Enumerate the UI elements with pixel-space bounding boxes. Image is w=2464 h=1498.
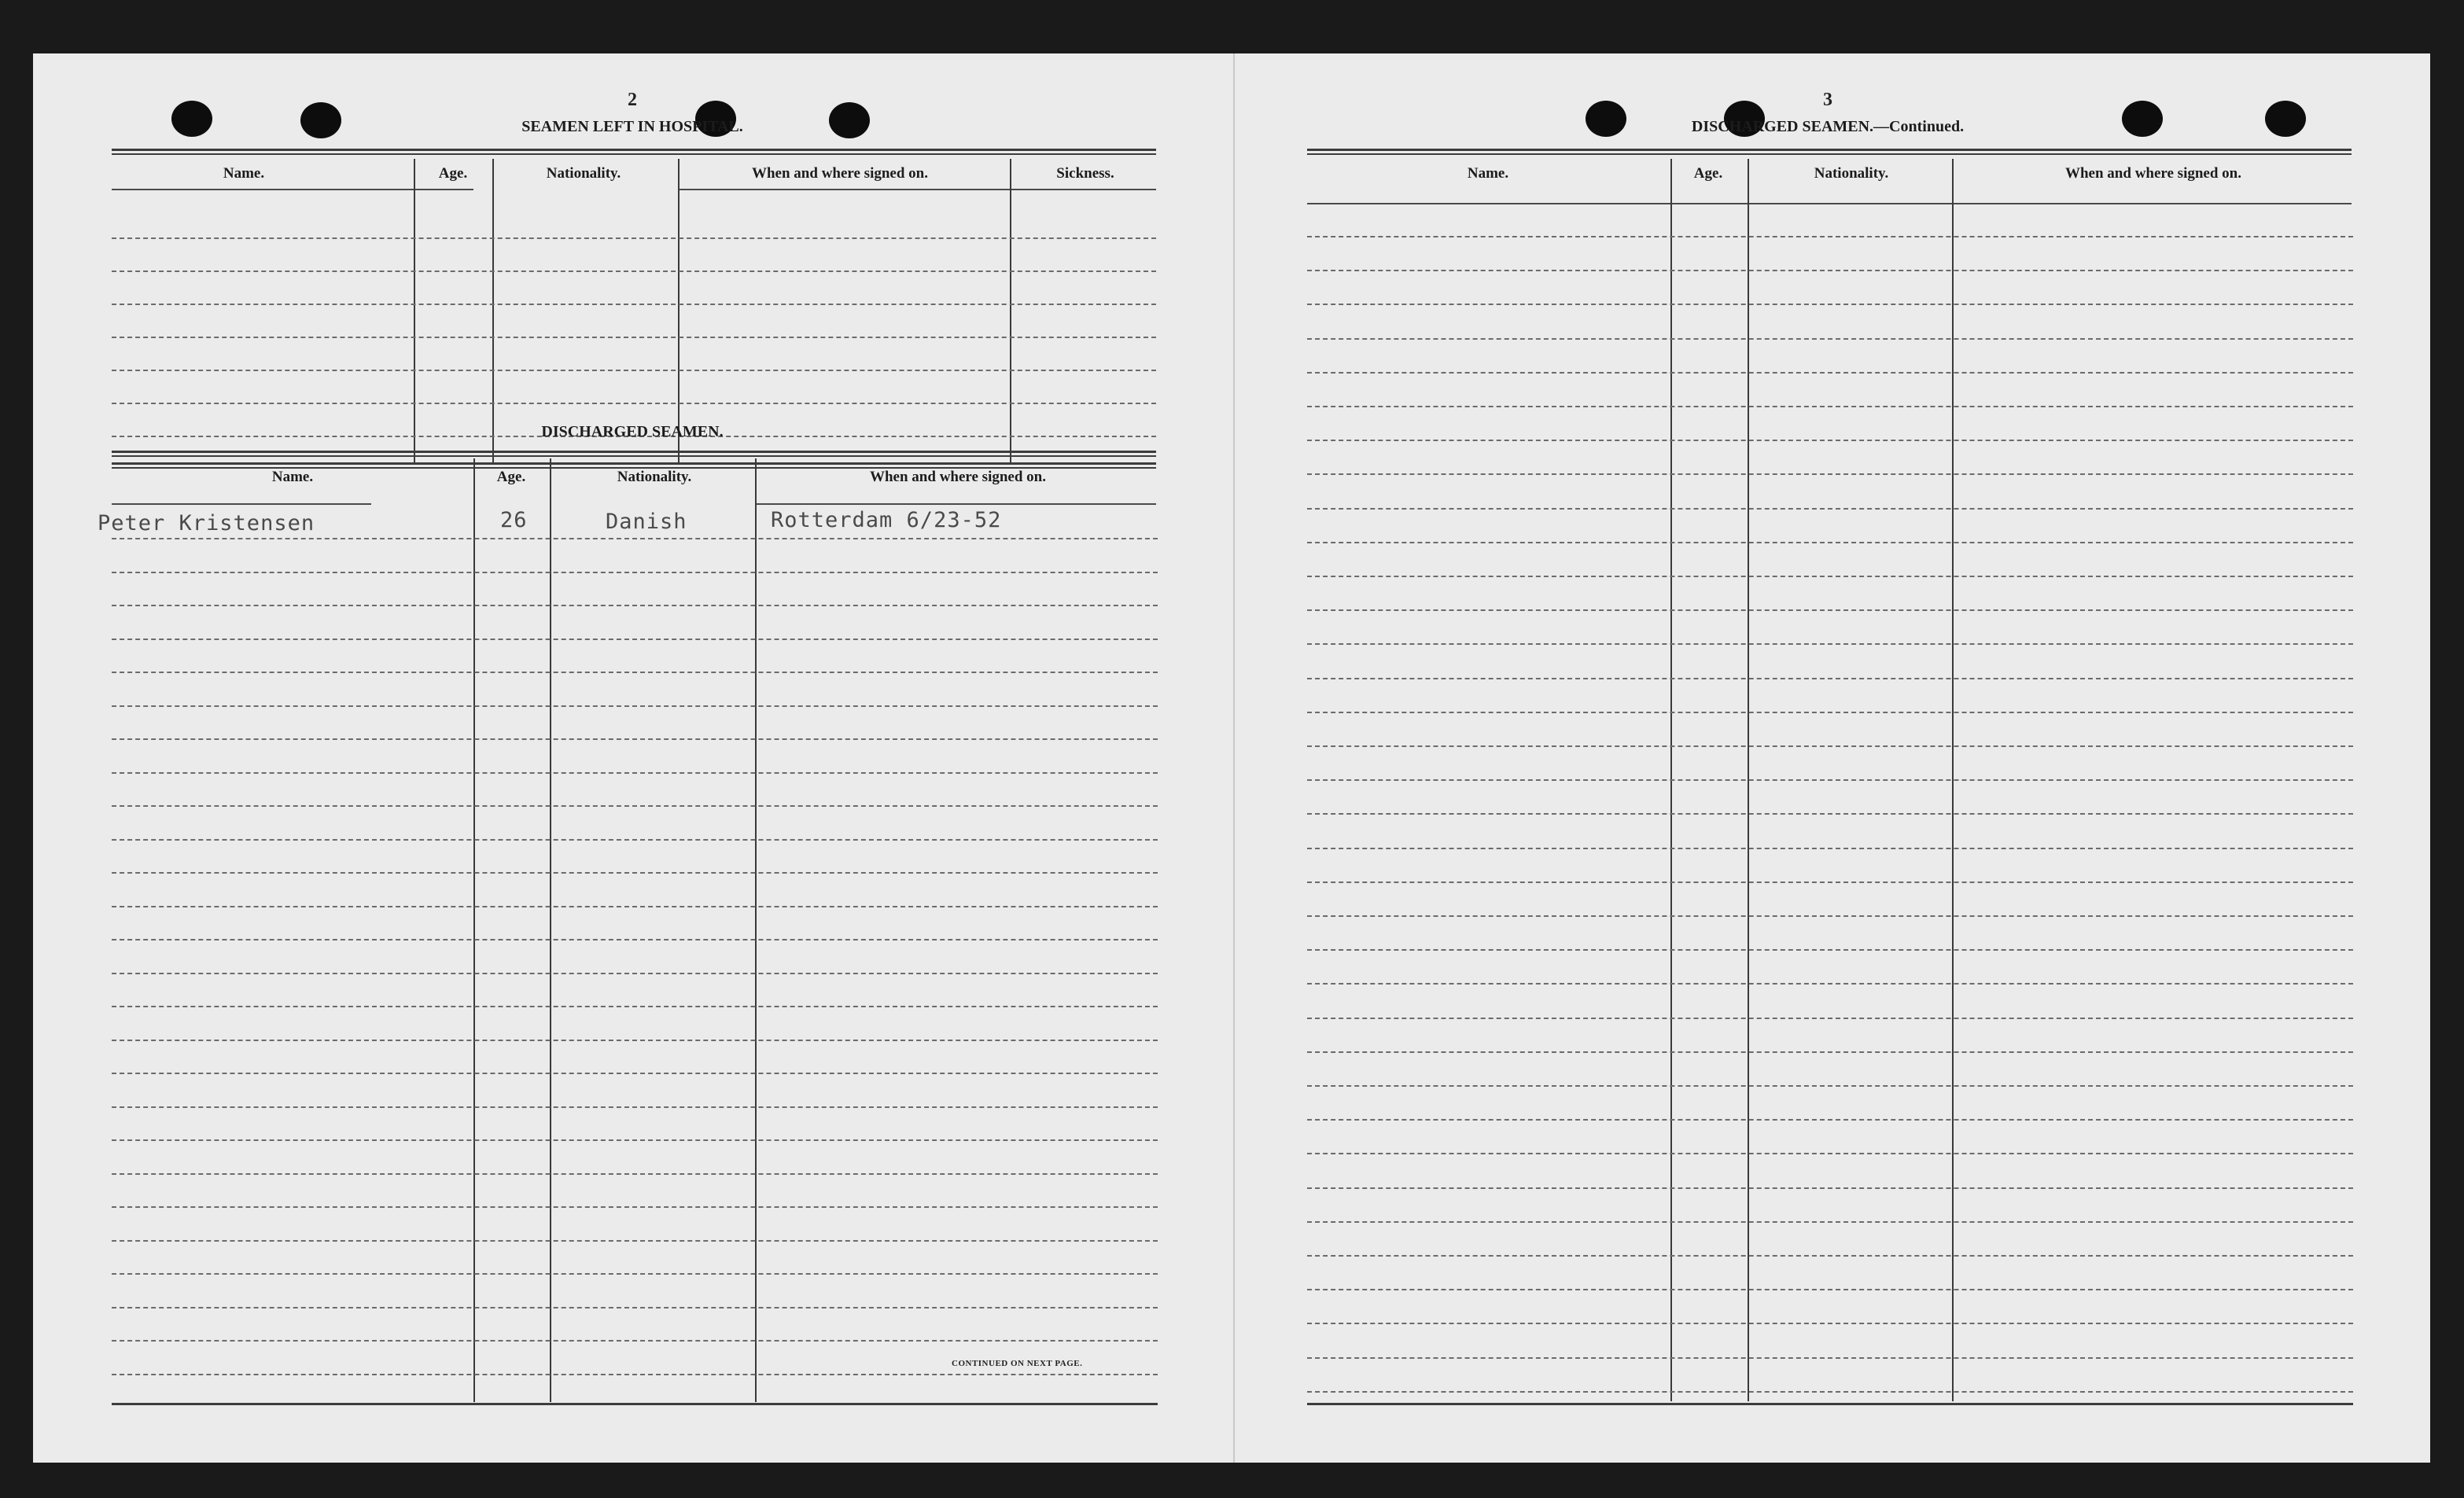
row-line: [1307, 848, 2353, 849]
row-line: [1307, 542, 2353, 543]
col-header-name: Name.: [223, 165, 265, 182]
row-line: [112, 906, 1158, 907]
row-line: [112, 738, 1158, 740]
row-line: [1307, 236, 2353, 237]
row-line: [112, 1273, 1158, 1275]
col-header-name: Name.: [271, 469, 314, 485]
punch-hole: [829, 102, 870, 138]
row-line: [112, 1139, 1158, 1141]
discharged-section-title: DISCHARGED SEAMEN.: [541, 423, 724, 440]
row-line: [1307, 1085, 2353, 1087]
row-line: [1307, 1391, 2353, 1393]
row-line: [1307, 1255, 2353, 1257]
row-line: [112, 839, 1158, 841]
row-line: [1307, 473, 2353, 475]
col-header-age: Age.: [438, 165, 468, 182]
row-line: [112, 1307, 1158, 1308]
row-line: [1307, 372, 2353, 374]
row-line: [112, 772, 1158, 774]
row-line: [112, 1206, 1158, 1208]
row-line: [112, 1340, 1158, 1342]
col-header-sickness: Sickness.: [1056, 165, 1114, 182]
row-line: [112, 1173, 1158, 1175]
row-line: [1307, 983, 2353, 985]
row-line: [1307, 678, 2353, 679]
punch-hole: [171, 101, 212, 137]
punch-hole: [1586, 101, 1626, 137]
row-line: [1307, 813, 2353, 815]
document-sheet: [33, 53, 2430, 1463]
row-line: [112, 973, 1158, 974]
col-header-nationality: Nationality.: [617, 469, 692, 485]
row-line: [112, 1006, 1158, 1007]
row-line: [1307, 508, 2353, 510]
row-line: [1307, 643, 2353, 645]
row-line: [1307, 1323, 2353, 1324]
row-line: [1307, 949, 2353, 951]
row-line: [112, 572, 1158, 573]
row-line: [112, 872, 1158, 874]
col-header-signed-on: When and where signed on.: [2064, 165, 2242, 182]
row-line: [112, 1073, 1158, 1074]
row-line: [112, 1374, 1158, 1375]
col-header-name: Name.: [1467, 165, 1509, 182]
col-header-age: Age.: [1693, 165, 1723, 182]
row-line: [1307, 1221, 2353, 1223]
col-header-nationality: Nationality.: [546, 165, 621, 182]
row-line: [112, 939, 1158, 940]
row-line: [112, 805, 1158, 807]
row-line: [1307, 712, 2353, 713]
col-header-signed-on: When and where signed on.: [751, 165, 929, 182]
entry-name: Peter Kristensen: [98, 511, 315, 536]
discharged-continued-title: DISCHARGED SEAMEN.—Continued.: [1691, 118, 1965, 135]
row-line: [1307, 576, 2353, 577]
col-header-signed-on: When and where signed on.: [869, 469, 1047, 485]
row-line: [112, 1040, 1158, 1041]
row-line: [1307, 304, 2353, 305]
row-line: [112, 672, 1158, 673]
row-line: [1307, 1289, 2353, 1290]
row-line: [1307, 1153, 2353, 1154]
entry-nationality: Danish: [606, 510, 687, 534]
entry-age: 26: [500, 508, 528, 532]
row-line: [1307, 1187, 2353, 1189]
row-line: [1307, 338, 2353, 340]
row-line: [1307, 270, 2353, 271]
row-line: [112, 605, 1158, 606]
row-line: [1307, 882, 2353, 883]
page-number: 3: [1823, 90, 1832, 110]
row-line: [112, 538, 1158, 539]
row-line: [1307, 406, 2353, 407]
page-number: 2: [628, 90, 637, 110]
row-line: [1307, 779, 2353, 781]
continued-footer: CONTINUED ON NEXT PAGE.: [952, 1359, 1083, 1368]
col-header-nationality: Nationality.: [1814, 165, 1889, 182]
row-line: [1307, 1018, 2353, 1019]
punch-hole: [2122, 101, 2163, 137]
row-line: [1307, 915, 2353, 917]
row-line: [1307, 440, 2353, 441]
row-line: [112, 1240, 1158, 1242]
hospital-section-title: SEAMEN LEFT IN HOSPITAL.: [521, 118, 743, 135]
row-line: [1307, 1119, 2353, 1121]
row-line: [112, 705, 1158, 707]
row-line: [1307, 1357, 2353, 1359]
page-gutter: [1233, 53, 1235, 1463]
row-line: [1307, 745, 2353, 747]
punch-hole: [300, 102, 341, 138]
row-line: [1307, 1051, 2353, 1053]
col-header-age: Age.: [496, 469, 526, 485]
row-line: [112, 1106, 1158, 1108]
entry-signed-on: Rotterdam 6/23-52: [771, 508, 1002, 532]
punch-hole: [2265, 101, 2306, 137]
row-line: [1307, 609, 2353, 611]
row-line: [112, 639, 1158, 640]
